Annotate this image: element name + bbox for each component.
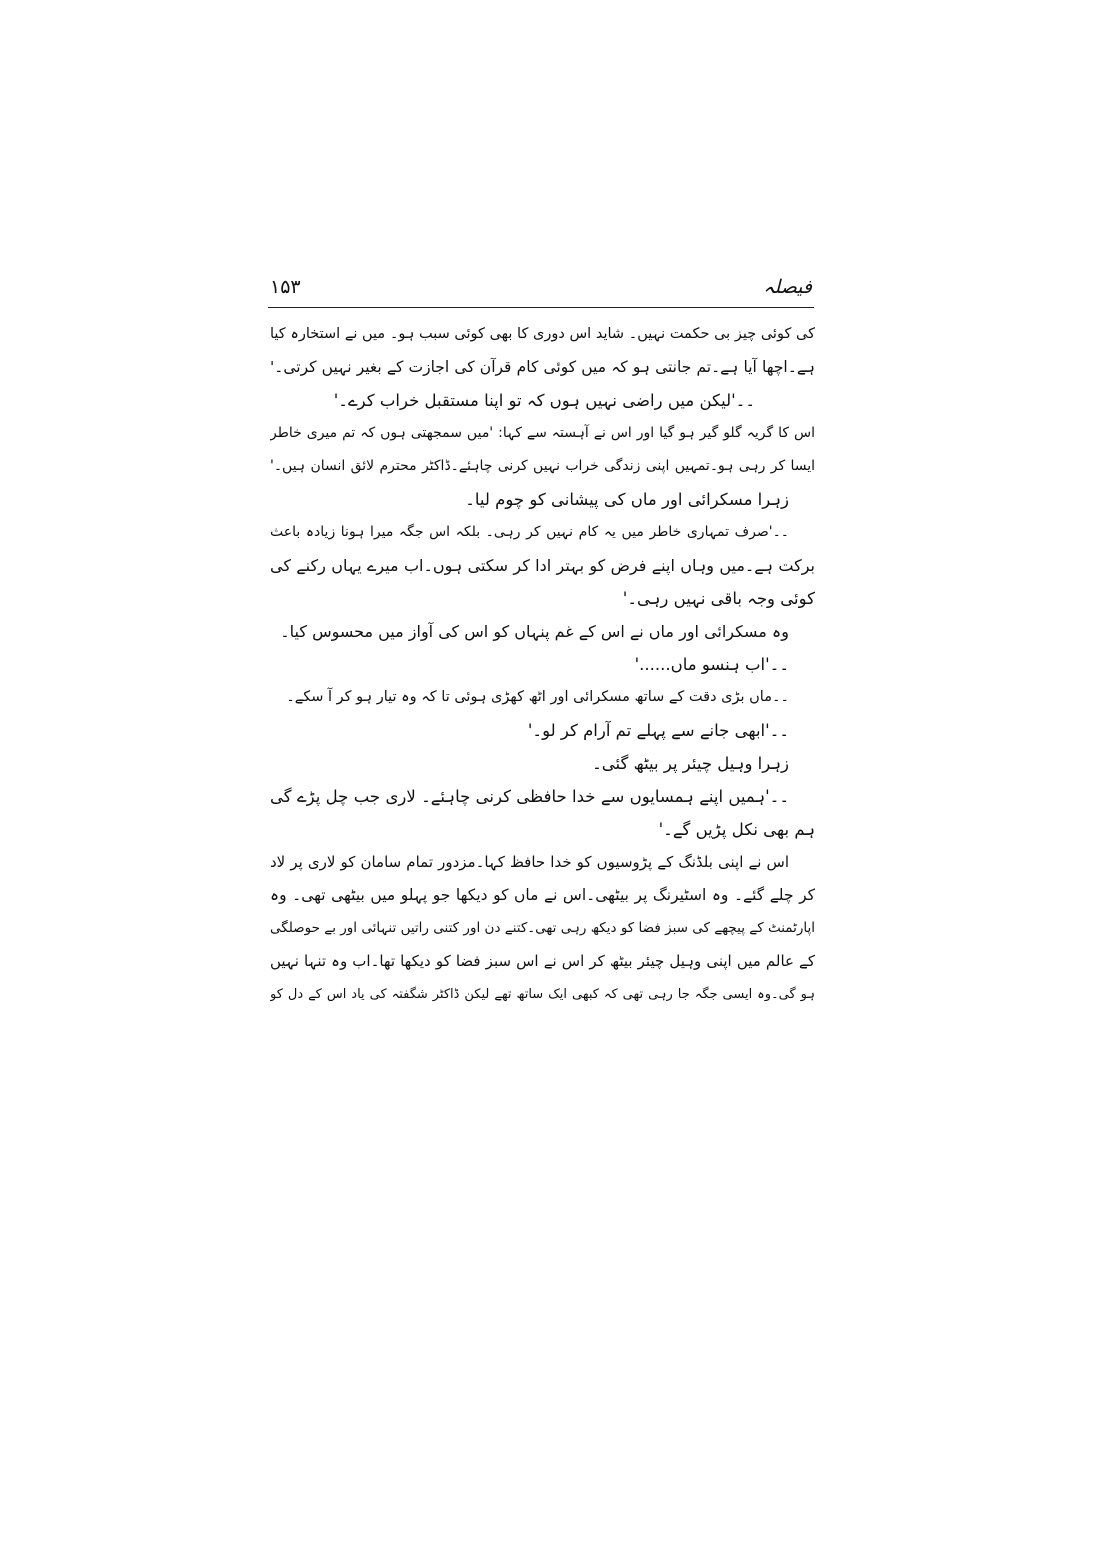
text-line: ہے۔اچھا آیا ہے۔تم جانتی ہو کہ میں کوئی کام قرآن کی اجازت کے بغیر نہیں کرتی۔' — [270, 358, 815, 376]
text-line: اس نے اپنی بلڈنگ کے پڑوسیوں کو خدا حافظ کہا۔مزدور تمام سامان کو لاری پر لاد — [270, 853, 789, 871]
text-line: زہرا مسکرائی اور ماں کی پیشانی کو چوم لیا۔ — [465, 490, 789, 509]
text-line: ایسا کر رہی ہو۔تمہیں اپنی زندگی خراب نہیں کرنی چاہئے۔ڈاکٹر محترم لائق انسان ہیں۔' — [270, 458, 815, 474]
text-line: اس کا گریہ گلو گیر ہو گیا اور اس نے آہستہ سے کہا: 'میں سمجھتی ہوں کہ تم میری خاطر — [270, 425, 815, 441]
text-line: ۔۔ماں بڑی دقت کے ساتھ مسکرائی اور اٹھ کھڑی ہوئی تا کہ وہ تیار ہو کر آ سکے۔ — [286, 689, 789, 705]
text-line: ۔۔'ابھی جانے سے پہلے تم آرام کر لو۔' — [527, 721, 789, 740]
text-line: ۔۔'لیکن میں راضی نہیں ہوں کہ تو اپنا مستقبل خراب کرے۔' — [333, 391, 755, 410]
header-divider — [268, 307, 814, 308]
text-line: اپارٹمنٹ کے پیچھے کی سبز فضا کو دیکھ رہی تھی۔کتنے دن اور کتنی راتیں تنہائی اور بے حوصلگی — [270, 920, 815, 936]
body-text — [270, 318, 815, 1011]
text-line: کر چلے گئے۔ وہ اسٹیرنگ پر بیٹھی۔اس نے ماں کو دیکھا جو پہلو میں بیٹھی تھی۔ وہ — [270, 886, 815, 904]
text-line: ہو گی۔وہ ایسی جگہ جا رہی تھی کہ کبھی ایک ساتھ تھے لیکن ڈاکٹر شگفتہ کی یاد اس کے دل کو — [270, 987, 815, 1002]
text-line: کوئی وجہ باقی نہیں رہی۔' — [622, 589, 815, 608]
text-line: ۔۔'ہمیں اپنے ہمسایوں سے خدا حافظی کرنی چاہئے۔ لاری جب چل پڑے گی — [270, 787, 789, 806]
text-line: کے عالم میں اپنی وہیل چیئر بیٹھ کر اس نے اس سبز فضا کو دیکھا تھا۔اب وہ تنہا نہیں — [270, 952, 815, 970]
text-line: برکت ہے۔میں وہاں اپنے فرض کو بہتر ادا کر سکتی ہوں۔اب میرے یہاں رکنے کی — [270, 556, 815, 575]
text-line: ۔۔'اب ہنسو ماں......' — [634, 655, 789, 674]
text-line: ۔۔'صرف تمہاری خاطر میں یہ کام نہیں کر رہی۔ بلکہ اس جگہ میرا ہونا زیادہ باعث — [270, 524, 789, 540]
text-line: وہ مسکرائی اور ماں نے اس کے غم پنہاں کو اس کی آواز میں محسوس کیا۔ — [280, 622, 789, 641]
text-line: زہرا وہیل چیئر پر بیٹھ گئی۔ — [592, 754, 789, 773]
text-line: کی کوئی چیز بی حکمت نہیں۔ شاید اس دوری کا بھی کوئی سبب ہو۔ میں نے استخارہ کیا — [270, 326, 815, 342]
text-line: ہم بھی نکل پڑیں گے۔' — [658, 820, 815, 839]
page-header — [270, 276, 812, 304]
running-title: فیصلہ — [763, 276, 812, 298]
page-number: ۱۵۳ — [270, 276, 301, 298]
